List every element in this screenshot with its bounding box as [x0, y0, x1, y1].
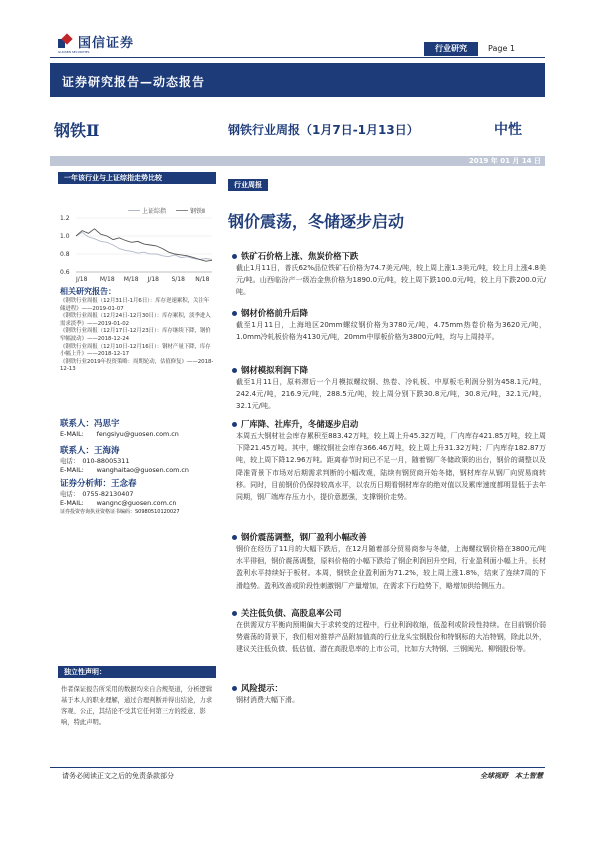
header-divider	[50, 57, 545, 58]
section-body: 截至1月11日，上海地区20mm螺纹钢价格为3780元/吨，4.75mm热卷价格为3620元/吨，1.0mm冷轧板价格为4130元/吨，20mm中厚板价格为3800元/吨，均与上周持平。	[236, 321, 546, 342]
footer-divider	[50, 767, 545, 768]
y-tick-label: 0.6	[60, 269, 70, 276]
rating: 中性	[494, 122, 522, 138]
footer-slogan: 全球视野 本土智慧	[480, 772, 543, 780]
footer-disclaimer: 请务必阅读正文之后的免责条款部分	[62, 772, 174, 780]
bullet-icon	[232, 254, 237, 259]
report-type-band	[50, 63, 545, 97]
page-number: Page 1	[488, 44, 515, 53]
bullet-icon	[232, 686, 237, 691]
related-reports	[60, 286, 214, 374]
bullet-icon	[232, 611, 237, 616]
contact-email: E-MAIL: wanghaitao@guosen.com.cn	[60, 466, 189, 474]
contact-name: 证券分析师：王念春	[60, 479, 137, 489]
series-line-1	[76, 232, 212, 259]
section-price	[232, 307, 546, 343]
x-tick-label: S/18	[171, 276, 185, 283]
disclaimer-title: 独立性声明：	[58, 666, 216, 678]
disclaimer	[58, 666, 216, 728]
x-tick-label: J/18	[147, 276, 160, 283]
report-tag: 行业周报	[228, 179, 268, 191]
section-body: 截止1月11日，普氏62%品位铁矿石价格为74.7美元/吨，较上周上涨1.3美元/吨，较上月上涨4.8美元/吨。山西临汾产一级冶金焦价格为1890.0元/吨，较上周下跌100.0元/吨，较上月下跌200.0元/吨。	[236, 264, 546, 297]
logo-sub: GUOSEN SECURITIES	[58, 50, 90, 54]
series-line-2	[76, 229, 212, 261]
chart-title: 一年该行业与上证综指走势比较	[58, 172, 216, 184]
bullet-icon	[232, 535, 237, 540]
section-body: 截至1月11日，原料滞后一个月模拟螺纹钢、热卷、冷轧板、中厚板毛利润分别为458.1元/吨，242.4元/吨，216.9元/吨，288.5元/吨，较上周分别下跌30.8元/吨，30.8元/吨，32.1元/吨，32.1元/吨。	[236, 378, 546, 411]
section-ore	[232, 250, 546, 299]
report-type: 证券研究报告—动态报告	[62, 75, 206, 89]
title-row	[50, 112, 545, 146]
related-item: 《钢铁行业周报（12月17日-12月23日）：库存继续下降，钢价窄幅波动》——2018-12-24	[60, 328, 211, 342]
left-column	[58, 172, 216, 284]
section-profit	[232, 364, 546, 413]
contact-1	[60, 419, 220, 439]
trend-chart	[58, 184, 216, 284]
related-item: 《钢铁行业周报（12月10日-12月16日）：钢材产量下降，库存小幅上升》——2018-12-17	[60, 343, 211, 358]
legend-item: 上证综指	[128, 206, 166, 215]
related-item: 《钢铁行业2019年投资策略：周期轮动，估值修复》——2018-12-13	[60, 358, 214, 373]
section-body: 钢材消费大幅下滑。	[236, 696, 299, 704]
contact-email: E-MAIL: wangnc@guosen.com.cn	[60, 499, 177, 507]
section-body: 钢价在经历了11月的大幅下跌后，在12月随着部分贸易商参与冬储，上海螺纹钢价格在3800元/吨水平徘徊，钢价震荡调整，原料价格的小幅下跌给了钢企利润回升空间，行业盈利面小幅上升，长材盈利水平持续好于板材。本周，钢铁企业盈利面为71.2%，较上周上涨1.8%，结束了连续7周的下滑趋势。盈利改善或阶段性刺激钢厂产量增加，在需求下行趋势下，略增加供给侧压力。	[236, 545, 546, 590]
report-date: 2019 年 01 月 14 日	[468, 157, 541, 165]
y-tick-label: 1.0	[60, 233, 70, 240]
certificate-no: 证券投资咨询执业资格证书编码：S0980510120027	[60, 509, 180, 515]
trend-chart-svg	[58, 184, 216, 284]
bullet-icon	[232, 422, 237, 427]
main-title: 钢价震荡，冬储逐步启动	[228, 212, 405, 231]
contact-email: E-MAIL: fengsiyu@guosen.com.cn	[60, 430, 179, 438]
contact-3	[60, 479, 220, 516]
section-heading: 厂库降、社库升，冬储逐步启动	[241, 419, 359, 429]
x-tick-label: J/18	[76, 276, 88, 283]
section-heading: 铁矿石价格上涨、焦炭价格下跌	[241, 251, 359, 261]
section-heading: 关注低负债、高股息率公司	[241, 608, 342, 618]
industry-name: 钢铁Ⅱ	[54, 121, 100, 140]
related-item: 《钢铁行业周报（12月31日-1月6日）：库存逆速累积，关注年储进程》——2019-01-07	[60, 298, 210, 312]
logo-mark-icon	[58, 34, 74, 50]
y-tick-label: 0.8	[60, 251, 70, 258]
legend-item: 钢铁Ⅱ	[176, 206, 205, 215]
related-title: 相关研究报告：	[60, 287, 116, 296]
contact-phone: 电话： 0755-82130407	[60, 490, 134, 498]
contact-phone: 电话： 010-88005311	[60, 457, 130, 465]
logo-text: 国信证券	[78, 36, 135, 51]
right-column	[228, 172, 546, 232]
section-body: 本周五大钢材社会库存累积至883.42万吨，较上周上升45.32万吨，厂内库存421.85万吨，较上周下降21.45万吨。其中，螺纹钢社会库存366.46万吨，较上周上升31.32万吨；厂内库存182.87万吨，较上周下降12.96万吨。距离春节时间已不足一月，随着钢厂冬储政策的出台，钢价的调整以及降准背景下市场对后期需求判断的小幅改观，陆续有钢贸商开始冬储，钢材库存从钢厂向贸易商转移。同时，目前钢价仍保持较高水平，以农历日期看钢材库存的绝对值以及累库速度都明显低于去年同期，钢厂端库存压力小，提价意愿强，支撑钢价走势。	[236, 432, 546, 502]
logo	[58, 32, 134, 51]
x-tick-label: M/18	[123, 276, 139, 283]
date-bar	[50, 156, 545, 166]
related-item: 《钢铁行业周报（12月24日-12月30日）：库存累积，淡季进入需求淡季》——2019-01-02	[60, 313, 211, 327]
section-inventory	[232, 418, 546, 503]
section-risk	[232, 682, 546, 706]
section-heading: 钢材价格前升后降	[241, 308, 308, 318]
section-body: 在供需双方平衡向预期偏大于求转变的过程中，行业利润收缩，低盈利或阶段性持续。在目前钢价弱势震荡的背景下，我们相对推荐产品附加值高的行业龙头宝钢股份和特钢标的大冶特钢，除此以外，建议关注低负债、低估值、潜在高股息率的上市公司，比如方大特钢、三钢闽光、柳钢股份等。	[236, 621, 546, 654]
x-tick-label: N/18	[195, 276, 210, 283]
contact-2	[60, 446, 220, 475]
header-tag: 行业研究	[424, 42, 478, 56]
section-heading: 钢价震荡调整，钢厂盈利小幅改善	[241, 532, 367, 542]
disclaimer-text: 作者保证报告所采用的数据均来自合规渠道，分析逻辑基于本人的职业理解，通过合理判断并得出结论，力求客观、公正，其结论不受其它任何第三方的授意、影响，特此声明。	[61, 686, 213, 726]
contact-name: 联系人：王海涛	[60, 446, 120, 456]
x-tick-label: M/18	[99, 276, 115, 283]
y-tick-label: 1.2	[60, 215, 70, 222]
contact-name: 联系人：冯思宇	[60, 419, 120, 429]
section-heading: 风险提示：	[241, 683, 283, 693]
weekly-title: 钢铁行业周报（1月7日-1月13日）	[228, 123, 419, 137]
section-heading: 钢材模拟利润下降	[241, 365, 308, 375]
bullet-icon	[232, 368, 237, 373]
bullet-icon	[232, 311, 237, 316]
section-margin	[232, 531, 546, 592]
section-recommend	[232, 607, 546, 656]
